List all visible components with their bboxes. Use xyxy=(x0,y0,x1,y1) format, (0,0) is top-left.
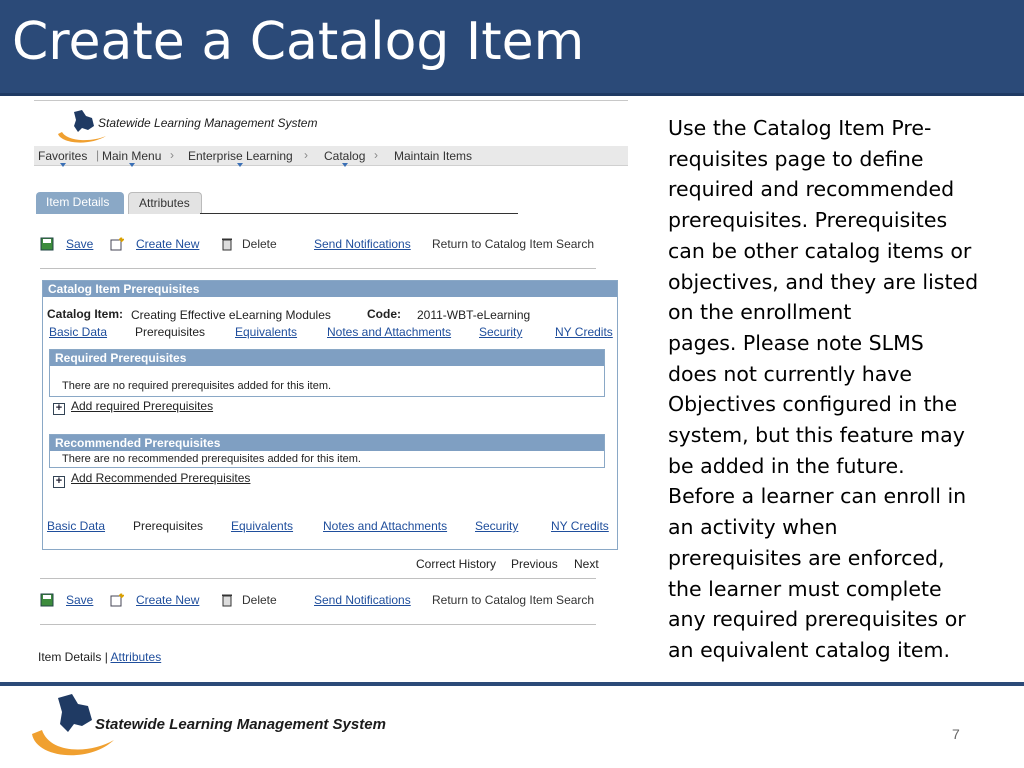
menu-label: Maintain Items xyxy=(394,149,473,163)
send-notifications-button[interactable]: Send Notifications xyxy=(314,593,411,607)
delete-button[interactable]: Delete xyxy=(242,593,277,607)
recommended-empty-text: There are no recommended prerequisites added for this item. xyxy=(62,453,361,465)
subnav-basic-data[interactable]: Basic Data xyxy=(49,325,108,339)
dropdown-arrow-icon xyxy=(60,163,66,167)
page-subnav-top xyxy=(43,325,617,341)
tab-underline xyxy=(200,213,518,214)
description-line: objectives, and they are listed xyxy=(668,269,979,294)
create-new-button[interactable]: Create New xyxy=(136,237,200,251)
subnav-notes-attachments[interactable]: Notes and Attachments xyxy=(327,325,452,339)
add-icon[interactable]: + xyxy=(53,403,65,415)
trash-icon[interactable] xyxy=(220,593,234,607)
slide-title: Create a Catalog Item xyxy=(12,12,585,72)
menu-catalog[interactable] xyxy=(324,149,365,163)
tab-item-details[interactable]: Item Details xyxy=(36,192,124,214)
save-icon[interactable] xyxy=(40,237,54,251)
code-value: 2011-WBT-eLearning xyxy=(417,308,531,322)
menu-label: Catalog xyxy=(324,149,366,163)
required-empty-text: There are no required prerequisites added for this item. xyxy=(62,380,332,392)
subnav-notes-attachments[interactable]: Notes and Attachments xyxy=(323,519,448,533)
save-button[interactable]: Save xyxy=(66,237,94,251)
subnav-equivalents[interactable]: Equivalents xyxy=(231,519,294,533)
code-label: Code: xyxy=(367,307,401,321)
description-line: any required prerequisites or xyxy=(668,607,966,632)
delete-button[interactable]: Delete xyxy=(242,237,277,251)
add-required-prerequisites-link[interactable]: Add required Prerequisites xyxy=(71,399,214,413)
history-divider xyxy=(40,578,596,579)
trash-icon[interactable] xyxy=(220,237,234,251)
chevron-right-icon: › xyxy=(170,148,174,162)
menu-label: Main Menu xyxy=(102,149,162,163)
description-line: prerequisites are enforced, xyxy=(668,545,945,570)
recommended-prerequisites-box xyxy=(49,434,605,468)
prerequisites-panel xyxy=(42,280,618,550)
menu-main-menu[interactable] xyxy=(102,149,161,163)
description-line: an equivalent catalog item. xyxy=(668,637,950,662)
previous-button[interactable]: Previous xyxy=(511,557,558,571)
slide-description xyxy=(668,113,998,666)
subnav-prerequisites: Prerequisites xyxy=(135,325,206,339)
slide-title-bar xyxy=(0,0,1024,96)
dropdown-arrow-icon xyxy=(237,163,243,167)
add-recommended-prerequisites-link[interactable]: Add Recommended Prerequisites xyxy=(71,471,251,485)
menu-maintain-items[interactable] xyxy=(394,149,472,163)
menu-label: Enterprise Learning xyxy=(188,149,293,163)
system-name: Statewide Learning Management System xyxy=(98,116,318,130)
description-line: system, but this feature may xyxy=(668,423,965,448)
link-item-details[interactable]: Item Details xyxy=(38,650,102,664)
toolbar-divider xyxy=(40,624,596,625)
description-line: Before a learner can enroll in xyxy=(668,484,967,509)
catalog-item-label: Catalog Item: xyxy=(47,307,124,321)
description-line: required and recommended xyxy=(668,177,955,202)
toolbar-divider xyxy=(40,268,596,269)
subnav-ny-credits[interactable]: NY Credits xyxy=(555,325,613,339)
link-separator: | xyxy=(104,650,108,664)
subnav-prerequisites: Prerequisites xyxy=(133,519,204,533)
description-line: can be other catalog items or xyxy=(668,238,972,263)
description-line: pages. Please note SLMS xyxy=(668,330,924,355)
create-new-icon[interactable] xyxy=(110,237,124,251)
menu-enterprise-learning[interactable] xyxy=(188,149,293,163)
menu-label: Favorites xyxy=(38,149,88,163)
save-icon[interactable] xyxy=(40,593,54,607)
footer-divider xyxy=(0,682,1024,686)
correct-history-button[interactable]: Correct History xyxy=(416,557,497,571)
footer-system-name: Statewide Learning Management System xyxy=(95,716,386,733)
menu-divider: | xyxy=(96,148,100,162)
dropdown-arrow-icon xyxy=(342,163,348,167)
subnav-security[interactable]: Security xyxy=(475,519,519,533)
description-line: Objectives configured in the xyxy=(668,392,958,417)
toolbar-bottom xyxy=(40,592,600,612)
subnav-basic-data[interactable]: Basic Data xyxy=(47,519,106,533)
create-new-icon[interactable] xyxy=(110,593,124,607)
panel-title: Catalog Item Prerequisites xyxy=(43,281,617,297)
subnav-security[interactable]: Security xyxy=(479,325,523,339)
return-to-search-link[interactable]: Return to Catalog Item Search xyxy=(432,237,595,251)
required-prerequisites-box xyxy=(49,349,605,397)
catalog-item-value: Creating Effective eLearning Modules xyxy=(131,308,331,322)
recommended-prerequisites-title: Recommended Prerequisites xyxy=(50,435,604,451)
chevron-right-icon: › xyxy=(304,148,308,162)
return-to-search-link[interactable]: Return to Catalog Item Search xyxy=(432,593,595,607)
add-icon[interactable]: + xyxy=(53,476,65,488)
link-attributes[interactable]: Attributes xyxy=(110,650,162,664)
breadcrumb-menu xyxy=(34,146,628,166)
bottom-tab-links xyxy=(38,650,161,664)
next-button[interactable]: Next xyxy=(574,557,599,571)
screenshot-top-divider xyxy=(34,100,628,101)
description-line: be added in the future. xyxy=(668,453,905,478)
page-number: 7 xyxy=(952,726,960,742)
tab-attributes[interactable]: Attributes xyxy=(128,192,202,214)
description-line: does not currently have xyxy=(668,361,913,386)
description-line: Use the Catalog Item Pre- xyxy=(668,116,932,140)
subnav-equivalents[interactable]: Equivalents xyxy=(235,325,298,339)
required-prerequisites-title: Required Prerequisites xyxy=(50,350,604,366)
description-line: on the enrollment xyxy=(668,300,852,325)
menu-favorites[interactable] xyxy=(38,149,87,163)
description-line: requisites page to define xyxy=(668,146,924,171)
dropdown-arrow-icon xyxy=(129,163,135,167)
toolbar-top xyxy=(40,236,600,256)
subnav-ny-credits[interactable]: NY Credits xyxy=(551,519,609,533)
description-line: an activity when xyxy=(668,515,838,540)
save-button[interactable]: Save xyxy=(66,593,94,607)
create-new-button[interactable]: Create New xyxy=(136,593,200,607)
description-line: prerequisites. Prerequisites xyxy=(668,208,948,233)
page-subnav-bottom xyxy=(43,519,617,535)
application-screenshot xyxy=(34,100,628,670)
chevron-right-icon: › xyxy=(374,148,378,162)
send-notifications-button[interactable]: Send Notifications xyxy=(314,237,411,251)
description-line: the learner must complete xyxy=(668,576,942,601)
